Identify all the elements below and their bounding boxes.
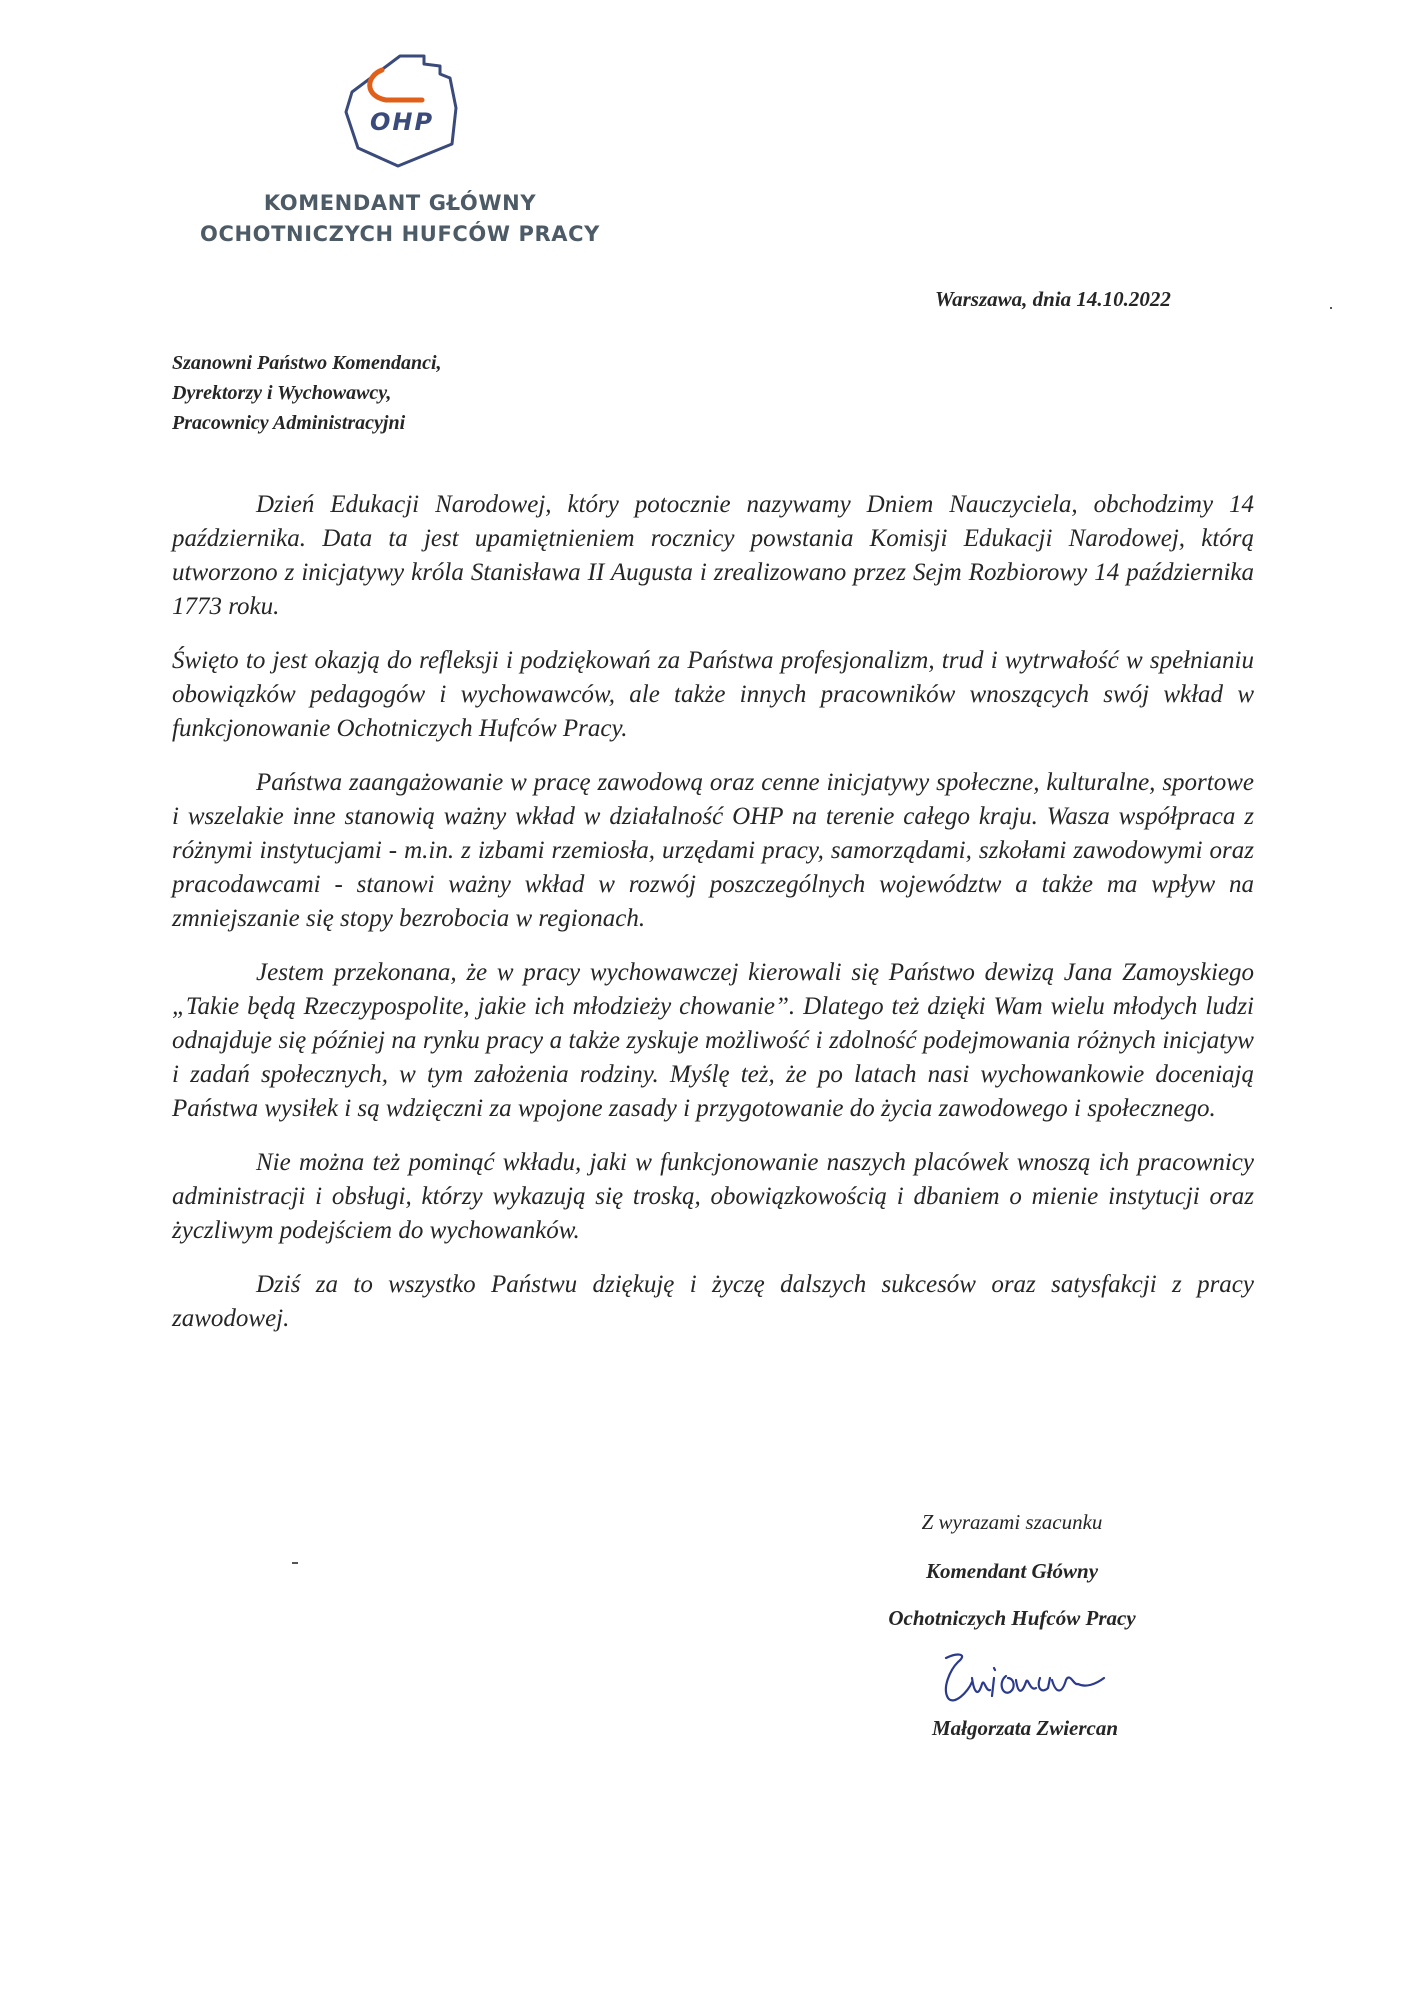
letter-body [172,488,1254,1356]
body-paragraph-4: Jestem przekonana, że w pracy wychowawczej kierowali się Państwo dewizą Jana Zamoyskiego „Takie będą Rzeczypospolite, jakie ich młodzieży chowanie”. Dlatego też dzięki Wam wielu młodych ludzi odnajduje się później na rynku pracy a także zyskuje możliwość i zdolność podejmowania różnych inicjatyw i zadań społecznych, w tym założenia rodziny. Myślę też, że po latach nasi wychowankowie doceniają Państwa wysiłek i są wdzięczni za wpojone zasady i przygotowanie do życia zawodowego i społecznego. [172,959,1254,1122]
organization-header [150,188,650,250]
header-line-1: KOMENDANT GŁÓWNY [263,191,537,215]
signatory-title-2: Ochotniczych Hufców Pracy [888,1606,1136,1630]
signatory-title-1: Komendant Główny [925,1559,1099,1583]
scan-speck [1330,307,1332,309]
body-paragraph-3: Państwa zaangażowanie w pracę zawodową oraz cenne inicjatywy społeczne, kulturalne, sportowe i wszelakie inne stanowią ważny wkład w działalność OHP na terenie całego kraju. Wasza współpraca z różnymi instytucjami - m.in. z izbami rzemiosła, urzędami pracy, samorządami, szkołami zawodowymi oraz pracodawcami - stanowi ważny wkład w rozwój poszczególnych województw a także ma wpływ na zmniejszanie się stopy bezrobocia w regionach. [172,769,1254,932]
header-line-2: OCHOTNICZYCH HUFCÓW PRACY [200,222,600,246]
body-paragraph-1: Dzień Edukacji Narodowej, który potocznie nazywamy Dniem Nauczyciela, obchodzimy 14 października. Data ta jest upamiętnieniem rocznicy powstania Komisji Edukacji Narodowej, którą utworzono z inicjatywy króla Stanisława II Augusta i zrealizowano przez Sejm Rozbiorowy 14 października 1773 roku. [172,491,1254,620]
signatory-name: Małgorzata Zwiercan [931,1716,1119,1740]
logo-text: OHP [369,108,435,136]
handwritten-signature [928,1648,1128,1712]
body-paragraph-2: Święto to jest okazją do refleksji i podziękowań za Państwa profesjonalizm, trud i wytrwałość w spełnianiu obowiązków pedagogów i wychowawców, ale także innych pracowników wnoszących swój wkład w funkcjonowanie Ochotniczych Hufców Pracy. [172,647,1254,742]
salutation-line-1: Szanowni Państwo Komendanci, [172,352,442,374]
body-paragraph-6: Dziś za to wszystko Państwu dziękuję i życzę dalszych sukcesów oraz satysfakcji z pracy zawodowej. [172,1271,1254,1332]
salutation [172,348,442,438]
salutation-line-2: Dyrektorzy i Wychowawcy, [172,382,392,404]
closing-regards: Z wyrazami szacunku [921,1510,1103,1534]
body-paragraph-5: Nie można też pominąć wkładu, jaki w funkcjonowanie naszych placówek wnoszą ich pracownicy administracji i obsługi, którzy wykazują się troską, obowiązkowością i dbaniem o mienie instytucji oraz życzliwym podejściem do wychowanków. [172,1149,1254,1244]
logo-swoosh [370,70,422,100]
closing-block [862,1507,1162,1631]
scan-speck [292,1562,298,1564]
salutation-line-3: Pracownicy Administracyjni [172,412,406,434]
letter-date: Warszawa, dnia 14.10.2022 [935,287,1171,311]
ohp-logo [342,52,462,170]
